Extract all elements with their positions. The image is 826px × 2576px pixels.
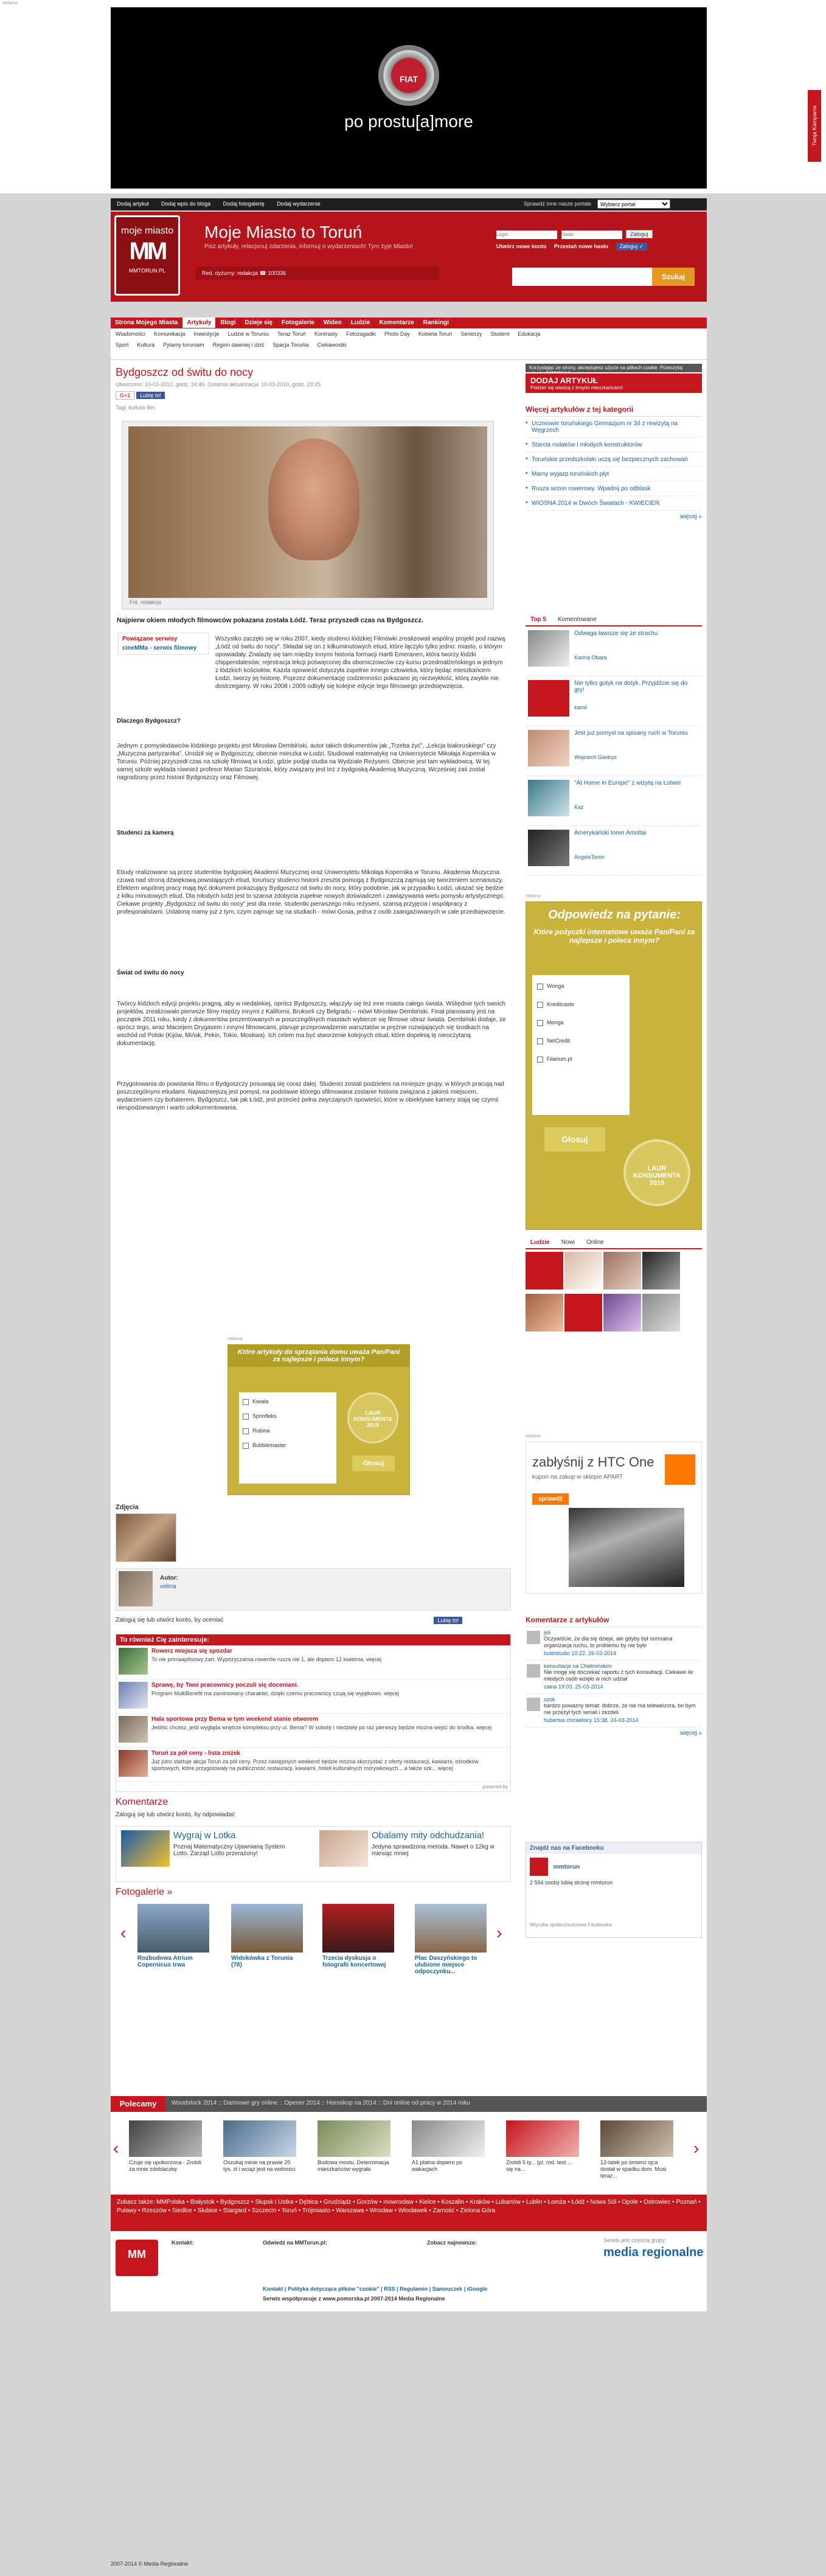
subnav-item[interactable]: Kontrasty (314, 331, 338, 337)
footer-visit: Odwiedź na MMTorun.pl: (263, 2240, 327, 2246)
article-paragraph: Twórcy łódzkich edycji projektu pragną, aby w niedalekiej, oprócz Bydgoszczy, włączyły się też inne miasta całego świata. Wśliędnie tych swoich projektów, zrealizowało pierwsze filmy między innymi z Kalifornii, Brukseli czy Belgradu – mówi Mirosław Dembiński. Finał planowany jest na początek 2011 roku, kiedy z dokumentów prezentowanych w poszczególnych miastach wybierze się filmowe obraz świata. Dembiński dodaje, że oprócz tego, wraz Maciejem Drygasem i innymi filmowcami, planuje przeprowadzenie warsztatów w prężnie rozwijających się środkach na wschód od Polski (Kijów, Mińsk, Pekin, Tokio, Moskwa). Ich celem ma być stworzenie kolejnych etiud, które dopełnią tę nieoczytaną dokumentację. (117, 1001, 506, 1047)
top5-title[interactable]: Amerykański toner Amoltai (574, 830, 647, 836)
article-comments (526, 1616, 702, 1737)
footer-links[interactable]: Kontakt | Polityka dotycząca plików "cookie" | RSS | Regulamin | Samouczek | iGoogle (263, 2286, 488, 2292)
comments-login-text[interactable]: Zaloguj się lub utwórz konto, by odpowiadać (116, 1811, 235, 1818)
gallery-next-icon[interactable]: › (496, 1923, 502, 1942)
promo-diet[interactable] (317, 1829, 505, 1878)
related-articles (116, 1634, 511, 1792)
comment-text: bardzo powazny temat: dobrze, że nie ma teleweizora, bo bym nie przeżył tych seriali i zezdeli (544, 1703, 696, 1715)
article (116, 366, 511, 411)
promo-title[interactable]: Obalamy mity odchudzania! (372, 1830, 485, 1841)
top5-author[interactable]: kamil (574, 704, 588, 710)
add-article-title[interactable]: DODAJ ARTYKUŁ (530, 376, 598, 385)
header (111, 212, 707, 302)
item-thumbnail (119, 1682, 148, 1709)
recommended-item[interactable] (412, 2120, 485, 2173)
photos-heading: Zdjęcia (116, 1504, 139, 1511)
galleries-heading[interactable]: Fotogalerie » (116, 1887, 173, 1897)
portrait-face (268, 439, 359, 560)
subnav-item[interactable]: Spacja Toruńia (272, 342, 309, 348)
more-link[interactable]: więcej » (679, 513, 702, 520)
top5-thumbnail (528, 730, 569, 766)
top5-title[interactable]: Odwaga ławisze się ze strachu (574, 630, 658, 637)
tab-people[interactable]: Ludzie (530, 1239, 550, 1246)
rec-image (129, 2120, 202, 2157)
portal-select[interactable] (597, 200, 670, 209)
comment-avatar (527, 1698, 540, 1711)
nav-events[interactable]: Dzieje się (240, 318, 277, 328)
item-title[interactable]: Rowerz miejsca się spozdar (151, 1648, 232, 1654)
subnav-item[interactable]: Ciekawostki (317, 342, 347, 348)
login-button[interactable]: Zaloguj (626, 230, 653, 238)
top5-title[interactable]: "At Home in Europe" z wizytą na Łotwie (574, 780, 681, 786)
recommended-item[interactable] (129, 2120, 202, 2173)
checkbox[interactable] (243, 1428, 249, 1434)
list-item[interactable] (116, 1713, 510, 1748)
item-desc: To nie primaapilisowy żart. Wypożyczalnia rowerów rusza nie 1, ale dopiero 12 kwietnia. więcej (151, 1656, 382, 1662)
survey-question: Które pożyczki internetowe uważa Pan/Pani za najlepsze i poleca innym? (533, 928, 695, 945)
main-nav (111, 318, 707, 328)
comment-meta: buleistudio 10:22, 26-03-2014 (544, 1650, 617, 1656)
top5-author[interactable]: Kaz (574, 804, 584, 810)
more-articles (526, 405, 702, 520)
comments-heading: Komentarze (116, 1797, 168, 1807)
author-label: Autor: (160, 1575, 178, 1581)
recommended-links[interactable]: Woodstock 2014 :: Darmowe gry online :: Opener 2014 :: Horoskop na 2014 :: Dni online od pracy w 2014 roku (172, 2100, 470, 2106)
photo-thumbnail[interactable] (116, 1513, 176, 1562)
top-nav (111, 198, 707, 210)
checkbox[interactable] (243, 1443, 249, 1449)
recommended-item[interactable] (600, 2120, 673, 2179)
add-article-box[interactable] (526, 373, 702, 393)
sub-nav (111, 328, 707, 360)
checkbox[interactable] (243, 1399, 249, 1405)
footer-brand[interactable]: media regionalne (603, 2246, 704, 2259)
duty-editor: Red. dyżurny: redakcja ☎ 100336 (196, 266, 439, 280)
add-article-sub: Podziel się wiedzą z innymi mieszkańcami! (530, 385, 623, 391)
subnav-item[interactable]: Kobieta Toruń (418, 331, 453, 337)
rec-title[interactable]: Zrobili 5 ty... (pl. rod. test ... się na... (506, 2159, 572, 2172)
gallery-item[interactable] (322, 1904, 394, 1968)
top5-item[interactable] (526, 776, 702, 826)
checkbox[interactable] (537, 1038, 543, 1044)
recommended-label: Polecamy (111, 2096, 165, 2112)
nav-add-article[interactable]: Dodaj artykuł (117, 201, 149, 207)
top5-thumbnail (528, 680, 569, 717)
forgot-link[interactable]: Przestań nowe hasło (554, 243, 609, 249)
article-title: Bydgoszcz od świtu do nocy (116, 366, 254, 378)
fb-box-heading: Znajdź nas na Facebooku (526, 1842, 701, 1854)
ad-label: reklama (526, 894, 541, 898)
next-icon[interactable]: › (693, 2139, 699, 2158)
login-box (496, 230, 703, 251)
avatar[interactable] (603, 1294, 641, 1331)
search-button[interactable]: Szukaj (652, 268, 695, 286)
comment-meta: hubertus chmielnicy 15:38, 24-03-2014 (544, 1717, 639, 1723)
avatar[interactable] (526, 1252, 563, 1290)
checkbox[interactable] (537, 1057, 543, 1063)
rec-title[interactable]: Budowa mostu. Determinacja mieszkańców wygrała (318, 2159, 389, 2172)
related-link[interactable]: cineMMa - serwis filmowy (122, 645, 197, 651)
survey-option[interactable]: Monga (537, 1016, 625, 1035)
rec-image (223, 2120, 296, 2157)
item-title[interactable]: Hala sportowa przy Bema w tym weekend stanie otworem (151, 1716, 318, 1723)
related-box (118, 633, 209, 654)
site-subtitle: Pisz artykuły, relacjonuj zdarzenia, informuj o wydarzeniach! Tym żyje Miasto! (204, 243, 414, 250)
comment-meta: zaina 19:03, 25-03-2014 (544, 1684, 603, 1690)
login-input[interactable] (496, 231, 557, 239)
footer (111, 2234, 707, 2307)
fb-likes: 2 594 osoby lubią stronę mmtorun (530, 1880, 613, 1886)
survey-option[interactable]: Rubina (243, 1425, 333, 1440)
footer-contact: Kontakt: (172, 2240, 194, 2246)
comment-item[interactable] (526, 1627, 702, 1661)
related-heading: Powiązane serwisy (122, 636, 178, 642)
more-article-link[interactable]: • Rusza sezon rowerowy. Wpadnij po odblask (526, 482, 702, 496)
photo-image (128, 426, 487, 598)
gallery-item[interactable] (137, 1904, 209, 1968)
subnav-item[interactable]: Edukacja (518, 331, 541, 337)
item-desc: Jeśliśc chcesz, jeśli wygląda wnętrze kompleksu przy ul. Bema? W sobotę i niedzielę po raz pierwszy będzie można wejść do środka. więcej (151, 1724, 492, 1731)
survey-heading: Które artykuły do sprzątania domu uważa Pan/Pani za najlepsze i poleca innym? (228, 1345, 409, 1367)
subnav-item[interactable]: Inwestycje (193, 331, 220, 337)
avatar[interactable] (564, 1252, 602, 1290)
facebook-box (526, 1842, 702, 1938)
avatar[interactable] (564, 1294, 602, 1331)
top-ad[interactable] (0, 0, 826, 193)
survey-option[interactable]: Wonga (537, 980, 625, 998)
htc-sub: kupon na zakup w sklepie APART (532, 1474, 623, 1481)
ad-label: reklama (227, 1337, 243, 1341)
nav-blogs[interactable]: Blogi (216, 318, 240, 328)
promo-desc: Poznaj Matematyczny Ujawnianą System Lotto. Zarząd Lotto przerażony! (173, 1844, 285, 1857)
comment-avatar (527, 1631, 540, 1644)
rec-image (506, 2120, 579, 2157)
content (111, 360, 707, 2311)
laur-seal-icon: LAUR KONSUMENTA 2015 (347, 1392, 398, 1443)
recommended (111, 2096, 707, 2193)
comment-text: Nie mogę się doczekać raportu z tych konsultacji. Ciekawe ile młodych osób wzięło w nich udział (544, 1669, 693, 1682)
people-box (526, 1237, 702, 1333)
recommended-item[interactable] (506, 2120, 579, 2173)
promo-image (319, 1830, 368, 1867)
register-link[interactable]: Utwórz nowe konto (496, 243, 547, 249)
subnav-item[interactable]: Kultura (137, 342, 155, 348)
fb-like-button[interactable]: Lubię to! (136, 392, 165, 399)
survey-options (532, 975, 630, 1115)
comment-article[interactable]: konsultacje na Chełmińskim (544, 1663, 612, 1669)
gallery-title[interactable]: Trzecia dyskusja o fotografii koncertowej (322, 1955, 386, 1968)
photos-section (116, 1504, 511, 1564)
subnav-item[interactable]: Fotozagadki (345, 331, 376, 337)
loan-survey-ad[interactable] (526, 901, 702, 1230)
checkbox[interactable] (537, 1020, 543, 1026)
item-title[interactable]: Sprawę, by Twoi pracownicy poczuli się doceniani. (151, 1682, 299, 1689)
rec-image (600, 2120, 673, 2157)
survey-option[interactable]: Bubblemaster (243, 1440, 333, 1454)
gallery-title[interactable]: Plac Daszyńskiego to ulubione miejsce odpoczynku... (415, 1955, 477, 1975)
htc-button[interactable]: sprawdź (532, 1493, 569, 1505)
ad-label: reklama (526, 1434, 541, 1439)
top5-item[interactable] (526, 826, 702, 876)
rec-title[interactable]: Oszukaj minie na prawie 20 tys. zł i wciąż jest na wolności (223, 2159, 296, 2172)
nav-add-blog[interactable]: Dodaj wpis do bloga (161, 201, 211, 207)
comment-text: Oczywiście, że dla się dzieje, ale gdyby był normalna organizacja ruchu, to problemu by nie było (544, 1636, 673, 1648)
cookie-bar[interactable]: Korzystając ze strony, akceptujesz użycie na plikach cookie. Przeczytaj (526, 364, 702, 372)
item-thumbnail (119, 1716, 148, 1743)
nav-people[interactable]: Ludzie (347, 318, 375, 328)
article-paragraph: Etiudy realizowane są przez studentów bydgoskiej Akademii Muzycznej oraz Uniwersytetu Mikołaja Kopernika w Toruniu. Akademia Muzyczna czuwa nad stroną dźwiękową powstających etiud, toruńscy studenci historii zreszta pomogą z Bydgoszczą zajmują się tworzeniem scenariuszy. Efektem wspólnej pracy mają być dokument pokazujący Bydgoszcz od świtu do nocy, który podobnie, jak w przypadku Łodzi, ukazać się będzie z kilku minutowych etiud. Dla młodych ludzi jest to szansa zdobycia zupełnie nowych doświadczeń i zawiązywania wielu pomysłu artystycznego. Ciekawe projekty „Bydgoszcz od świtu do nocy” jest dla mnie. studentki pierwszego roku reżyserii, szansą przyjęcia i współpracy z profesjonalistami. Ustaloną mamy już z tym, czym zajmuje się na studiach - mówi Gosia, jedna z osób zaangażowanych w cale przedsięwzięcie. (117, 869, 505, 915)
subnav-item[interactable]: Ludzie w Toruniu (227, 331, 269, 337)
subnav-item[interactable]: Sport (116, 342, 129, 348)
gallery-prev-icon[interactable]: ‹ (120, 1923, 127, 1942)
copyright: 2007-2014 © Media Regionalne (111, 2561, 189, 2567)
article-subheading: Studenci za kamerą (117, 830, 174, 836)
gallery-item[interactable] (231, 1904, 303, 1968)
top5-item[interactable] (526, 726, 702, 776)
site-title: Moje Miasto to Toruń (204, 223, 363, 241)
vote-button[interactable]: Głosuj (544, 1127, 605, 1151)
article-lead: Najpierw okiem młodych filmowców pokazana została Łódź. Teraz przyszedł czas na Bydgoszcz. (117, 617, 424, 624)
item-desc: Program MultiBenefit ma zaminowany charakter, dzięki czemu pracownicy czują się wyjątkowo. więcej (151, 1690, 400, 1696)
subnav-item[interactable]: Komunikacja (154, 331, 186, 337)
promo-desc: Jedyna sprawdzona metoda. Nawet o 12kg w miesiąc mniej (372, 1844, 495, 1857)
nav-home[interactable]: Strona Mojego Miasta (111, 318, 182, 328)
footer-latest: Zobacz najnowsze: (427, 2240, 477, 2246)
subnav-item[interactable]: Seniorzy (460, 331, 482, 337)
checkbox[interactable] (537, 984, 543, 990)
subnav-item[interactable]: Region dawniej i dziś (212, 342, 265, 348)
comment-article[interactable]: szok (544, 1696, 555, 1703)
top5-box (526, 614, 702, 882)
survey-ad[interactable] (227, 1344, 410, 1495)
top5-thumbnail (528, 630, 569, 667)
article-paragraph: Przygotowania do powstania filmu o Bydgoszczy posuwają się coraz dalej. Studenci zostali podzieleni na mniejsze grupy, w których pracują nad poszczególnymi etiudami. Najważniejszą jest pomysł, na podstawie którego sfilmowana zostanie historia związana z jakimś miejscem, wydarzeniem czy bohaterem. Bydgoszcz, tak jak Łódź, jest przecież pełna zwyczajnych opowieści, które w obiektywie kamery stają się czymś niespodziewanym i warto udokumentowania. (117, 1081, 504, 1111)
nav-add-event[interactable]: Dodaj wydarzenie (277, 201, 321, 207)
subnav-item[interactable]: Student (490, 331, 510, 337)
article-paragraph: Jednym z pomysłodawców łódzkiego projektu jest Mirosław Dembiński, autor takich dokumentów jak „Trzeba żyć”, „Lekcja białoruskiego” czy „Muzyczna partyzantka”. Urodził się w Bydgoszczy, obecnie mieszka w Łodzi. Studiował matematykę na Uniwersytecie Mikołaja Kopernika w Toruniu. Później przyszedł czas na szkołę filmową w Łodzi, gdzie podjął studia na Wydziale Reżyserii. Obecnie jest tam wykładowcą. W tej samej szkole wykłada również profesor Marian Szurański, który związany jest też z bydgoską Akademią Muzyczną. Wcześniej zaś został nagrodzony przez historii Bydgoszczy oraz Filmowej. (117, 743, 496, 781)
nav-add-gallery[interactable]: Dodaj fotogalerię (223, 201, 265, 207)
comment-item[interactable] (526, 1694, 702, 1727)
nav-video[interactable]: Wideo (319, 318, 347, 328)
top5-author[interactable]: AngelsToron (574, 854, 605, 860)
nav-rankings[interactable]: Rankingi (419, 318, 454, 328)
survey-option[interactable]: Kreditcaste (537, 998, 625, 1016)
promo-image (121, 1830, 170, 1867)
logo-top: moje miasto (120, 226, 174, 236)
gallery-title[interactable]: Rozbudowa Atrium Copernicus trwa (137, 1955, 193, 1968)
top5-title[interactable]: Nie tylko gotyk na dotyk. Przyjdźcie się do gry! (574, 680, 688, 693)
checkbox[interactable] (243, 1414, 249, 1420)
rec-title[interactable]: 12-latek po śmierci ojca dostał w spadku dom. Musi teraz... (600, 2159, 667, 2179)
more-articles-heading: Więcej artykułów z tej kategorii (526, 405, 702, 417)
more-article-link[interactable]: • Starcia rodaków i młodych konstruktorów (526, 438, 702, 453)
fb-page-name[interactable]: mmtorun (553, 1863, 580, 1870)
article-photo[interactable] (122, 421, 494, 609)
promo-title[interactable]: Wygraj w Lotka (173, 1830, 236, 1841)
avatar[interactable] (642, 1252, 680, 1290)
top5-author[interactable]: Wojciech Giedrys (574, 754, 617, 760)
gallery-title[interactable]: Widokówka z Torunia (78) (231, 1955, 293, 1968)
list-item[interactable] (116, 1645, 510, 1679)
list-item[interactable] (116, 1748, 510, 1782)
survey-title: Odpowiedz na pytanie: (548, 908, 681, 922)
fiat-brand: FIAT (399, 74, 418, 84)
comment-avatar (527, 1664, 540, 1678)
item-desc: Już jutro startuje akcja Toruń za pół ceny. Przez następnych weekend będzie można skorzystać z oferty restauracji, kawiarni, ośrodków sportowych, które przygotowały na publiczność restauracji, kawiarni, hoteli kulturalnych rozrywkowych... a także szk... więcej (151, 1758, 479, 1771)
laur-seal-icon: LAUR KONSUMENTA 2015 (623, 1139, 690, 1206)
author-avatar[interactable] (119, 1571, 153, 1606)
phone-image (569, 1508, 684, 1587)
more-article-link[interactable]: • WIOSNA 2014 w Dwóch Światach - KWIECIEŃ (526, 496, 702, 511)
ad-label: reklama (2, 1, 18, 5)
fb-page-avatar[interactable] (530, 1858, 548, 1876)
tab-new[interactable]: Nowi (561, 1239, 575, 1246)
portals-label: Sprawdź inne nasze portale (523, 201, 591, 207)
fiat-claim: po prostu[a]more (344, 112, 473, 131)
article-comments-heading: Komentarze z artykułów (526, 1616, 702, 1627)
gplus-button[interactable]: G+1 (116, 391, 134, 400)
article-tags[interactable]: Tagi: kultura film (116, 404, 156, 411)
survey-option[interactable]: Sprinfleks (243, 1411, 333, 1425)
article-meta: Utworzono: 10-03-2010, godz. 16:46. Ostatnia aktualizacja: 10-03-2010, godz. 23:25 (116, 381, 321, 387)
survey-option[interactable]: Kiwala (243, 1396, 333, 1411)
item-thumbnail (119, 1648, 148, 1675)
more-article-link[interactable]: • Mamy wyjazp toruńskich płyt (526, 467, 702, 482)
footer-group-label: Serwis jest częścią grupy: (603, 2237, 667, 2243)
powered-by: powered by (482, 1784, 508, 1790)
fb-plugin-label: Wtyczka społecznościowa Facebooka (530, 1922, 612, 1928)
top5-thumbnail (528, 780, 569, 816)
tab-top5[interactable]: Top 5 (530, 616, 546, 623)
subnav-item[interactable]: Wiadomości (116, 331, 146, 337)
recommended-item[interactable] (223, 2120, 296, 2173)
recommended-item[interactable] (318, 2120, 390, 2173)
nav-galleries[interactable]: Fotogalerie (277, 318, 319, 328)
site-logo[interactable] (114, 215, 180, 296)
rec-image (412, 2120, 485, 2157)
checkbox[interactable] (537, 1002, 543, 1008)
gallery-image (415, 1904, 487, 1953)
fiat-banner[interactable] (111, 7, 707, 189)
logo-bottom: MMTORUN.PL (128, 268, 166, 274)
author-box (116, 1568, 511, 1611)
comment-article[interactable]: jeli (544, 1630, 551, 1636)
password-input[interactable] (561, 231, 622, 239)
survey-option[interactable]: NetCredit (537, 1035, 625, 1053)
gallery-image (231, 1904, 303, 1953)
footer-partner: Serwis współpracuje z www.pomorska.pl 2007-2014 Media Regionalne (263, 2296, 445, 2302)
more-link[interactable]: więcej » (679, 1730, 702, 1737)
nav-comments[interactable]: Komentarze (375, 318, 418, 328)
avatar[interactable] (642, 1294, 680, 1331)
related-articles-heading: To również Cię zainteresuje: (116, 1634, 510, 1645)
comment-item[interactable] (526, 1661, 702, 1694)
avatar[interactable] (603, 1252, 641, 1290)
list-item[interactable] (116, 1679, 510, 1713)
promo-lotto[interactable] (119, 1829, 307, 1878)
rate-bar (116, 1617, 511, 1623)
more-article-link[interactable]: • Toruńskie przedszkolaki uczą się bezpiecznych zachowań (526, 453, 702, 467)
top5-item[interactable] (526, 627, 702, 676)
subnav-item[interactable]: Pytamy toruniam (163, 342, 204, 348)
footer-logo[interactable]: MM (116, 2240, 158, 2276)
photo-caption: Fot. redakcja (130, 599, 162, 605)
item-thumbnail (119, 1750, 148, 1777)
avatar[interactable] (526, 1294, 563, 1331)
side-tab[interactable]: Twoja Kampania (808, 90, 821, 162)
vote-button[interactable]: Głosuj (352, 1456, 395, 1471)
rate-login-text[interactable]: Zaloguj się lub utwórz konto, by oceniać (116, 1617, 224, 1623)
top5-title[interactable]: Jest już pomysł na spisany ruch w Toruniu (574, 730, 688, 737)
gallery-image (322, 1904, 394, 1953)
article-subheading: Świat od świtu do nocy (117, 970, 184, 976)
subnav-item[interactable]: Teraz Toruń (277, 331, 306, 337)
top5-thumbnail (528, 830, 569, 866)
more-article-link[interactable]: • Uczniowie toruńskiego Gimnazjum nr 34 z rewizytą na Węgrzech (526, 417, 702, 438)
htc-headline: zabłyśnij z HTC One (532, 1454, 654, 1470)
galleries-section (116, 1887, 511, 1975)
comments-section (116, 1797, 511, 1818)
orange-logo-icon (665, 1454, 695, 1485)
rec-title[interactable]: A1 platna dopiero po wakacjach (412, 2159, 463, 2172)
rec-title[interactable]: Czuje się upokorzona - Zrobili za mnie zdobiaczkę (129, 2159, 202, 2172)
see-also-cities[interactable]: Zobacz także: MMPolska • Białystok • Bydgoszcz • Słupsk i Ustka • Dębica • Grudziądz • Gorzów • Inowrocław • Kielce • Koszalin • Kraków • Lubartów • Lublin • Łomża • Łódź • Nowa Sól • Opole • Ostrowiec • Poznań • Puławy • Rzeszów • Siedlce • Słubice • Stargard • Szczecin • Toruń • Trójmiasto • Warszawa • Wrocław • Włocławek • Zamość • Zielona Góra (111, 2195, 707, 2231)
author-name[interactable]: velma (160, 1583, 176, 1590)
survey-option[interactable]: Filarium.pl (537, 1053, 625, 1071)
fb-like-button[interactable]: Lubię to! (434, 1617, 462, 1624)
logo-mm: MM (129, 238, 165, 265)
tab-commented[interactable]: Komentowane (558, 616, 597, 623)
gallery-item[interactable] (415, 1904, 487, 1975)
rec-image (318, 2120, 390, 2157)
gallery-image (137, 1904, 209, 1953)
tab-online[interactable]: Online (586, 1239, 604, 1246)
survey-options (239, 1392, 336, 1484)
item-title[interactable]: Toruń za pół ceny - lista zniżek (151, 1750, 240, 1757)
nav-articles[interactable]: Artykuły (182, 318, 216, 328)
subnav-item[interactable]: Photo Day (384, 331, 410, 337)
fb-login-button[interactable]: Zaloguj ✓ (616, 243, 648, 251)
article-paragraph: Wszystko zaczęło się w roku 2007, kiedy studenci łódzkiej Filmówki zrealizowali wspólny projekt pod nazwą „Łódź od świtu do nocy”. Składał się on z kilkuminutowych etiud, które łączyło tylko jedno: miasto, o którym opowiadały. Znalazły się tam między innymi historia formacji Hartli Emeranen, która tworzy łódzki chippendalesów; rejestracja lekcji poświęconej dla oborniczowców czy kursu przedmałżeńskiego w jednym z łódzkich kościołów. Każda opowieść dotyczyła zupełnie innego człowieka, który będąc mieszkańcem Łodzi, tworzy jej historię. Poprzez dokumentację codzienności pokazano jej niezwykłość, którą zwykle nie dostrzegamy. W roku 2008 i 2009 odbyły się kolejne edycje tego filmowego przedsięwzięcia. (215, 636, 505, 690)
htc-ad[interactable] (526, 1442, 702, 1594)
top5-author[interactable]: Karina Obara (574, 654, 607, 661)
top5-item[interactable] (526, 676, 702, 726)
article-subheading: Dlaczego Bydgoszcz? (117, 718, 181, 724)
prev-icon[interactable]: ‹ (113, 2139, 119, 2158)
promo-boxes (116, 1826, 511, 1882)
